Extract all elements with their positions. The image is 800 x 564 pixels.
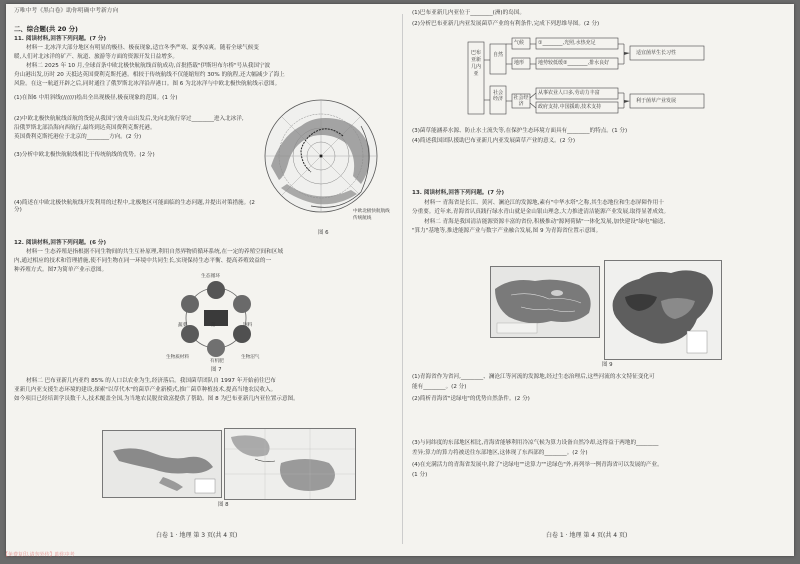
mindmap-climate-detail: ①________,光照,水热充足 — [538, 40, 596, 46]
q11-sub3: (3)分析中欧北极快航航线相比于传统航线的优势。(2 分) — [14, 152, 155, 158]
mindmap-terrain-detail: 地势较低缓②________,排水良好 — [538, 60, 610, 66]
mindmap-labor: 从事农业人口多,劳动力丰富 — [538, 90, 600, 96]
q12-sub4: (4)简述我国团队援助巴布亚新几内亚发展菌草产业的意义。(2 分) — [412, 138, 576, 144]
q11-sub2-line3: 英国费利克斯托港位于北京的________方向。(2 分) — [14, 134, 142, 140]
mindmap-branch-natural: 自然 — [492, 52, 503, 58]
figure-9-qinghai-map — [490, 266, 600, 338]
q12-stem: 12. 阅读材料,回答下列问题。(6 分) — [14, 240, 107, 246]
fig9-caption: 图 9 — [602, 362, 613, 368]
q12-sub2: (2)分析巴布亚新几内亚发展菌草产业的有利条件,完成下列思维导图。(2 分) — [412, 21, 600, 27]
q11-material2-line1: 材料二 2025 年 10 月,全球首条中欧北极快航航线首航成功,首批搭载"伊斯坦布尔桥"号从我国宁波 — [26, 63, 271, 69]
mind-map — [466, 32, 716, 124]
q13-material2-line1: 材料二 青海是我国清洁能源资源丰富的省份,积极推动"源网荷储"一体化发展,加快建设"绿电"输送、 — [424, 219, 669, 225]
mindmap-socioeconomic: 社会经济 — [513, 95, 529, 107]
fig6-legend-arctic-route: 中欧北极快航航线 — [353, 209, 390, 214]
fig7-node-pig: 猪 — [211, 323, 216, 328]
q13-sub3-line2: 差异;算力的算力将被送往东部地区,这体现了东西部的________。(2 分) — [412, 450, 588, 456]
mindmap-result-industry: 利于菌草产业发展 — [636, 98, 677, 104]
mindmap-policy: 政府支持,中国援助,技术支持 — [538, 104, 602, 110]
q13-sub2: (2)简析青海省"送绿电"的优势自然条件。(2 分) — [412, 396, 530, 402]
q12-material1-line2: 内,通过相应的技术和管理措施,使不同生物在同一环境中共同生长,实现保持生态平衡、提高养殖效益的一 — [14, 258, 272, 264]
fig8-caption: 图 8 — [218, 502, 229, 508]
fig7-caption: 图 7 — [211, 367, 222, 373]
q13-material1-line2: 分重要。近年来,青海省认真践行绿水青山就是金山银山理念,大力推进清洁能源产业发展,取得显著成效。 — [412, 209, 670, 215]
fig7-node-vegetable: 蔬菜 — [178, 323, 188, 328]
mindmap-terrain: 地形 — [514, 60, 525, 66]
q13-sub1-line2: 能有________。(2 分) — [412, 384, 467, 390]
q13-material1-line1: 材料一 青海省是长江、黄河、澜沧江的发源地,素有"中华水塔"之称,其生态地位和生态屏障作用十 — [424, 200, 664, 206]
fig7-node-feed: 饲料 — [243, 323, 253, 328]
q13-sub3-line1: (3)与同纬度的东部地区相比,青海省能够利用冷凉气候为算力设备自然冷却,这得益于两地的________ — [412, 440, 659, 446]
fig6-legend-traditional-route: 传统航线 — [353, 216, 372, 221]
fig6-caption: 图 6 — [318, 230, 329, 236]
q13-sub4-line1: (4)在充满活力的青海省发展中,除了"送绿电""送算力""送绿色"外,再列举一例青海省可以发展的产业。 — [412, 462, 663, 468]
mindmap-branch-social: 社会经济 — [492, 90, 503, 102]
q13-sub1-line1: (1)青海省作为省河,________、澜沧江等河流的发源地,经过生态治理后,这些河流的水文特征变化可 — [412, 374, 655, 380]
q11-material1-line1: 材料一 北冰洋大部分地区有明显的极昼、极夜现象,适宜冬季严寒、夏季凉爽。随着全球气候变 — [26, 45, 259, 51]
q12-material1-line1: 材料一 生态养殖是指根据不同生物间的共生互补原理,利用自然界物质循环系统,在一定的养殖空间和区域 — [26, 249, 284, 255]
fig7-cycle-title: 生态循环 — [201, 274, 221, 279]
q11-sub2-line2: 沿俄罗斯北部沿海向西航行,最终到达英国费利克斯托港。 — [14, 125, 156, 131]
q12-material2-line3: 如今项目已经培训学员数千人,技术覆盖全国,为当地农民脱贫致富提供了帮助。图 8 为巴布亚新几内亚位置示意图。 — [14, 396, 299, 402]
section-title: 二、综合题(共 20 分) — [14, 25, 78, 33]
figure-8-map-region — [224, 428, 356, 500]
column-divider — [402, 14, 403, 544]
footer-left: 白卷 1 · 地理 第 3 页(共 4 页) — [156, 532, 238, 539]
q12-sub3: (3)菌草能涵养水源、防止水土流失等,在保护生态环境方面具有________的特点。(1 分) — [412, 128, 628, 134]
q13-material2-line2: "算力"基地等,推进能源产业与数字产业融合发展,图 9 为青海省位置示意图。 — [412, 228, 602, 234]
figure-8-map-png — [102, 430, 222, 498]
q12-material2-line1: 材料二 巴布亚新几内亚约 85% 的人口以农业为生,经济落后。我国菌草团队自 1997 年开始前往巴布 — [26, 378, 276, 384]
watermark: 【免费复印,请勿外传】助你中考 — [3, 552, 75, 558]
page-3 — [6, 4, 400, 556]
figure-6-polar-map — [261, 96, 391, 224]
footer-right: 白卷 1 · 地理 第 4 页(共 4 页) — [546, 532, 628, 539]
mindmap-climate: 气候 — [514, 40, 525, 46]
exam-sheet — [6, 4, 794, 556]
fig7-node-fertilizer: 有机肥 — [210, 359, 224, 364]
q13-stem: 13. 阅读材料,回答下列问题。(7 分) — [412, 190, 505, 196]
q11-sub1: (1)在图6 中用斜线(//////)绘出全出现极昼,极夜现象的范围。(1 分) — [14, 95, 178, 101]
q11-material2-line2: 舟山港出发,历时 20 天抵达英国费利克斯托港。相较于传统航线不仅能缩短约 30% 的航程,还大幅减少了海上 — [14, 72, 285, 78]
q11-material2-line3: 风险。在这一航道开辟之后,同时通往了俄罗斯北冰洋沿岸港口。图 6 为北冰洋与中欧北极快航航线示意图。 — [14, 81, 281, 87]
q11-stem: 11. 阅读材料,回答下列问题。(7 分) — [14, 36, 107, 42]
fig7-node-biomaterial: 生物质材料 — [166, 355, 189, 360]
mindmap-root: 巴布亚新几内亚 — [470, 50, 481, 77]
q12-material2-line2: 亚新几内亚支援生态环境的建设,探索"以草代木"的菌草产业新模式,推广菌草种植技术,提高当地农民收入。 — [14, 387, 277, 393]
q11-material1-line2: 暖,人们对北冰洋的矿产、航道、旅游等方面的资源开发日益增多。 — [14, 54, 178, 60]
q13-sub4-line2: (1 分) — [412, 472, 428, 478]
q11-sub2-line1: (2)中欧北极快航航线首航的货轮从我国宁波舟山出发后,先向北航行穿过________进入北冰洋, — [14, 116, 244, 122]
fig7-node-biogas: 生物沼气 — [241, 355, 260, 360]
page-header: 万唯中考《黑白卷》助你明确中考新方向 — [14, 8, 119, 14]
page-4 — [406, 4, 794, 556]
q11-sub4: (4)简述在中欧北极快航航线开发利用的过程中,北极地区可能面临的生态问题,并提出对策措施。(2 分) — [14, 200, 255, 214]
q12-material1-line3: 种养殖方式。图7为简单产业示意图。 — [14, 267, 108, 273]
mindmap-result-growth: 适宜菌草生长习性 — [636, 50, 677, 56]
q12-sub1: (1)巴布亚新几内亚位于________(洲)的岛国。 — [412, 10, 525, 16]
figure-9-china-map — [604, 260, 722, 360]
figure-7-eco-cycle — [156, 274, 276, 362]
